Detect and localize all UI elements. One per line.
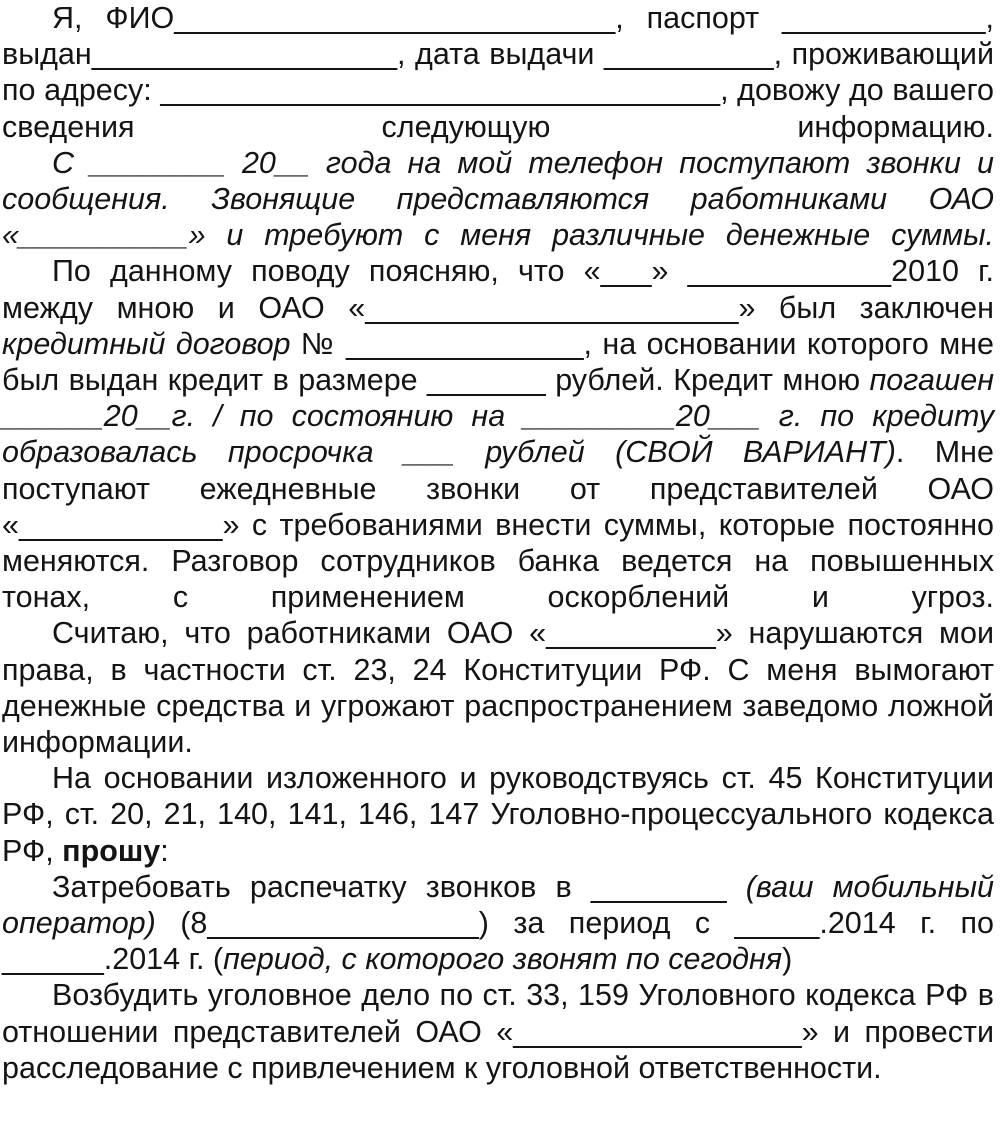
text-segment: )	[782, 942, 793, 977]
paragraph-request-printout	[2, 869, 994, 978]
text-segment: Затребовать распечатку звонков в ________	[52, 869, 746, 904]
text-segment: Считаю, что работниками ОАО «__________» нарушаются мои права, в частности ст. 23, 24 Конституции РФ. С меня вымогают денежные средства и угрожают распространением заведомо ложной информации.	[2, 616, 994, 760]
text-segment-italic: погашен ______20__г. / по состоянию на _________20___ г. по кредиту образовалась просрочка ___ рублей (СВОЙ ВАРИАНТ)	[2, 363, 994, 470]
text-segment-italic: С ________ 20__ года на мой телефон поступают звонки и сообщения. Звонящие представляются работниками ОАО «__________» и требуют с меня различные денежные суммы.	[2, 145, 994, 253]
paragraph-calls	[2, 145, 994, 254]
paragraph-credit	[2, 253, 994, 615]
text-segment: По данному поводу поясняю, что «___» ____________2010 г. между мною и ОАО «______________________» был заключен	[2, 254, 994, 325]
text-segment: Возбудить уголовное дело по ст. 33, 159 Уголовного кодекса РФ в отношении представителей ОАО «_________________» и провести расследование с привлечением к уголовной ответственности.	[2, 978, 994, 1085]
paragraph-rights	[2, 615, 994, 760]
paragraph-basis	[2, 760, 994, 869]
text-segment: . Мне поступают ежедневные звонки от представителей ОАО «____________» с требованиями внести суммы, которые постоянно меняются. Разговор сотрудников банка ведется на повышенных тонах, с применением оскорблений и угроз.	[2, 435, 994, 615]
text-segment-italic: кредитный договор	[2, 326, 291, 361]
text-segment: :	[160, 833, 169, 868]
text-segment: № ______________, на основании которого мне был выдан кредит в размере _______ рублей. Кредит мною	[2, 326, 994, 398]
text-segment-italic: период, с которого звонят по сегодня	[223, 942, 783, 977]
paragraph-request-case	[2, 977, 994, 1086]
text-segment: (8________________) за период с _____.2014 г. по ______.2014 г. (	[2, 906, 994, 977]
text-segment-italic: (ваш мобильный оператор)	[2, 869, 994, 941]
text-segment-bold: прошу	[62, 833, 161, 868]
text-segment: На основании изложенного и руководствуясь ст. 45 Конституции РФ, ст. 20, 21, 140, 141, 146, 147 Уголовно-процессуального кодекса РФ,	[2, 761, 994, 868]
text-segment: Я, ФИО__________________________, паспорт ____________, выдан__________________, дата выдачи __________, проживающий по адресу: _________________________________, довожу до вашего сведения следующую информацию.	[2, 1, 994, 144]
paragraph-intro	[2, 0, 994, 145]
